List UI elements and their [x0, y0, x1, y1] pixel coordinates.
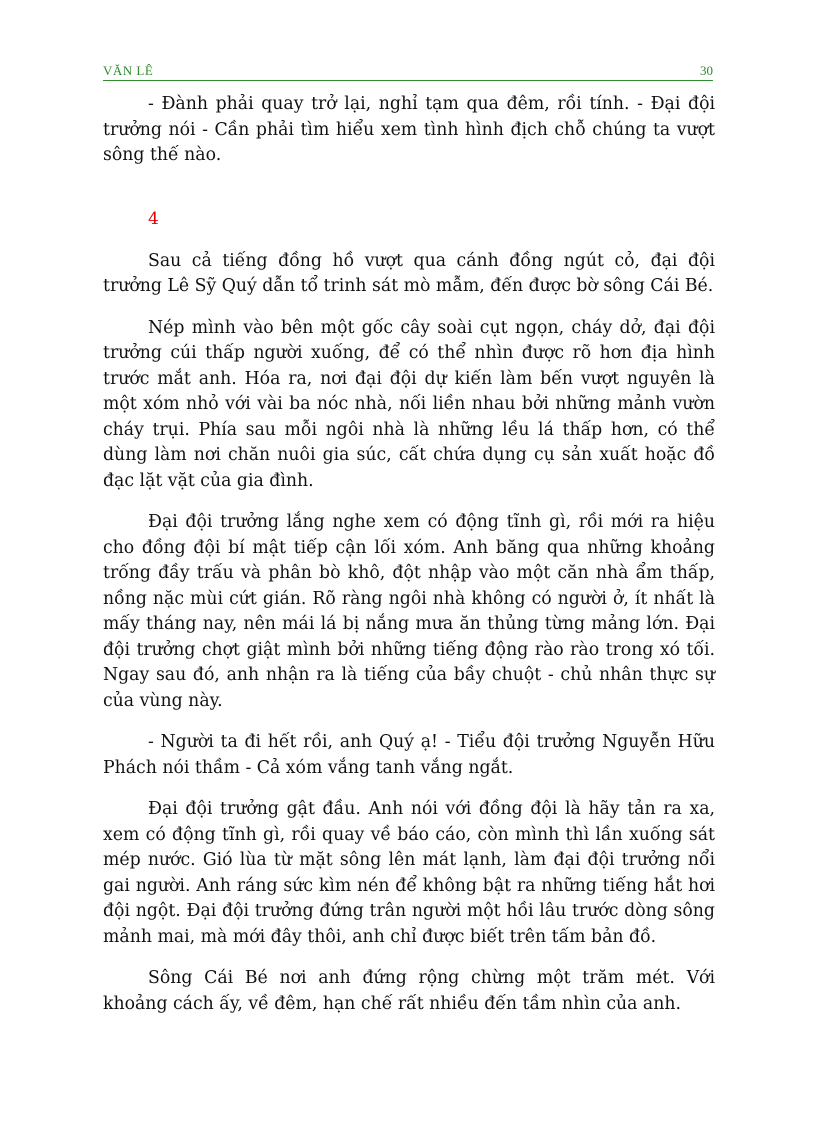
intro-paragraph: - Đành phải quay trở lại, nghỉ tạm qua đêm, rồi tính. - Đại đội trưởng nói - Cần phải tìm hiểu xem tình hình địch chỗ chúng ta vượt sông thế nào. — [103, 94, 715, 165]
page-body — [103, 92, 715, 1033]
page-header — [103, 60, 713, 81]
paragraph: - Người ta đi hết rồi, anh Quý ạ! - Tiểu đội trưởng Nguyễn Hữu Phách nói thầm - Cả xóm vắng tanh vắng ngắt. — [103, 732, 715, 778]
paragraph: Sau cả tiếng đồng hồ vượt qua cánh đồng ngút cỏ, đại đội trưởng Lê Sỹ Quý dẫn tổ trinh sát mò mẫm, đến được bờ sông Cái Bé. — [103, 250, 715, 296]
chapter-number: 4 — [148, 208, 159, 229]
paragraph: Đại đội trưởng gật đầu. Anh nói với đồng đội là hãy tản ra xa, xem có động tĩnh gì, rồi quay về báo cáo, còn mình thì lần xuống sát mép nước. Gió lùa từ mặt sông lên mát lạnh, làm đại đội trưởng nổi gai người. Anh ráng sức kìm nén để không bật ra những tiếng hắt hơi đội ngột. Đại đội trưởng đứng trân người một hồi lâu trước dòng sông mảnh mai, mà mới đây thôi, anh chỉ được biết trên tấm bản đồ. — [103, 799, 715, 947]
paragraph: Nép mình vào bên một gốc cây soài cụt ngọn, cháy dở, đại đội trưởng cúi thấp người xuống, để có thể nhìn được rõ hơn địa hình trước mắt anh. Hóa ra, nơi đại đội dự kiến làm bến vượt nguyên là một xóm nhỏ với vài ba nóc nhà, nối liền nhau bởi những mảnh vườn cháy trụi. Phía sau mỗi ngôi nhà là những lều lá thấp hơn, có thể dùng làm nơi chăn nuôi gia súc, cất chứa dụng cụ sản xuất hoặc đồ đạc lặt vặt của gia đình. — [103, 317, 715, 491]
paragraph: Sông Cái Bé nơi anh đứng rộng chừng một trăm mét. Với khoảng cách ấy, về đêm, hạn chế rất nhiều đến tầm nhìn của anh. — [103, 968, 715, 1014]
paragraph: Đại đội trưởng lắng nghe xem có động tĩnh gì, rồi mới ra hiệu cho đồng đội bí mật tiếp cận lối xóm. Anh băng qua những khoảng trống đầy trấu và phân bò khô, đột nhập vào một căn nhà ẩm thấp, nồng nặc mùi cứt gián. Rõ ràng ngôi nhà không có người ở, ít nhất là mấy tháng nay, nên mái lá bị nắng mưa ăn thủng từng mảng lớn. Đại đội trưởng chợt giật mình bởi những tiếng động rào rào trong xó tối. Ngay sau đó, anh nhận ra là tiếng của bầy chuột - chủ nhân thực sự của vùng này. — [103, 512, 715, 711]
header-page-number: 30 — [700, 63, 713, 78]
header-author: VĂN LÊ — [103, 63, 154, 78]
